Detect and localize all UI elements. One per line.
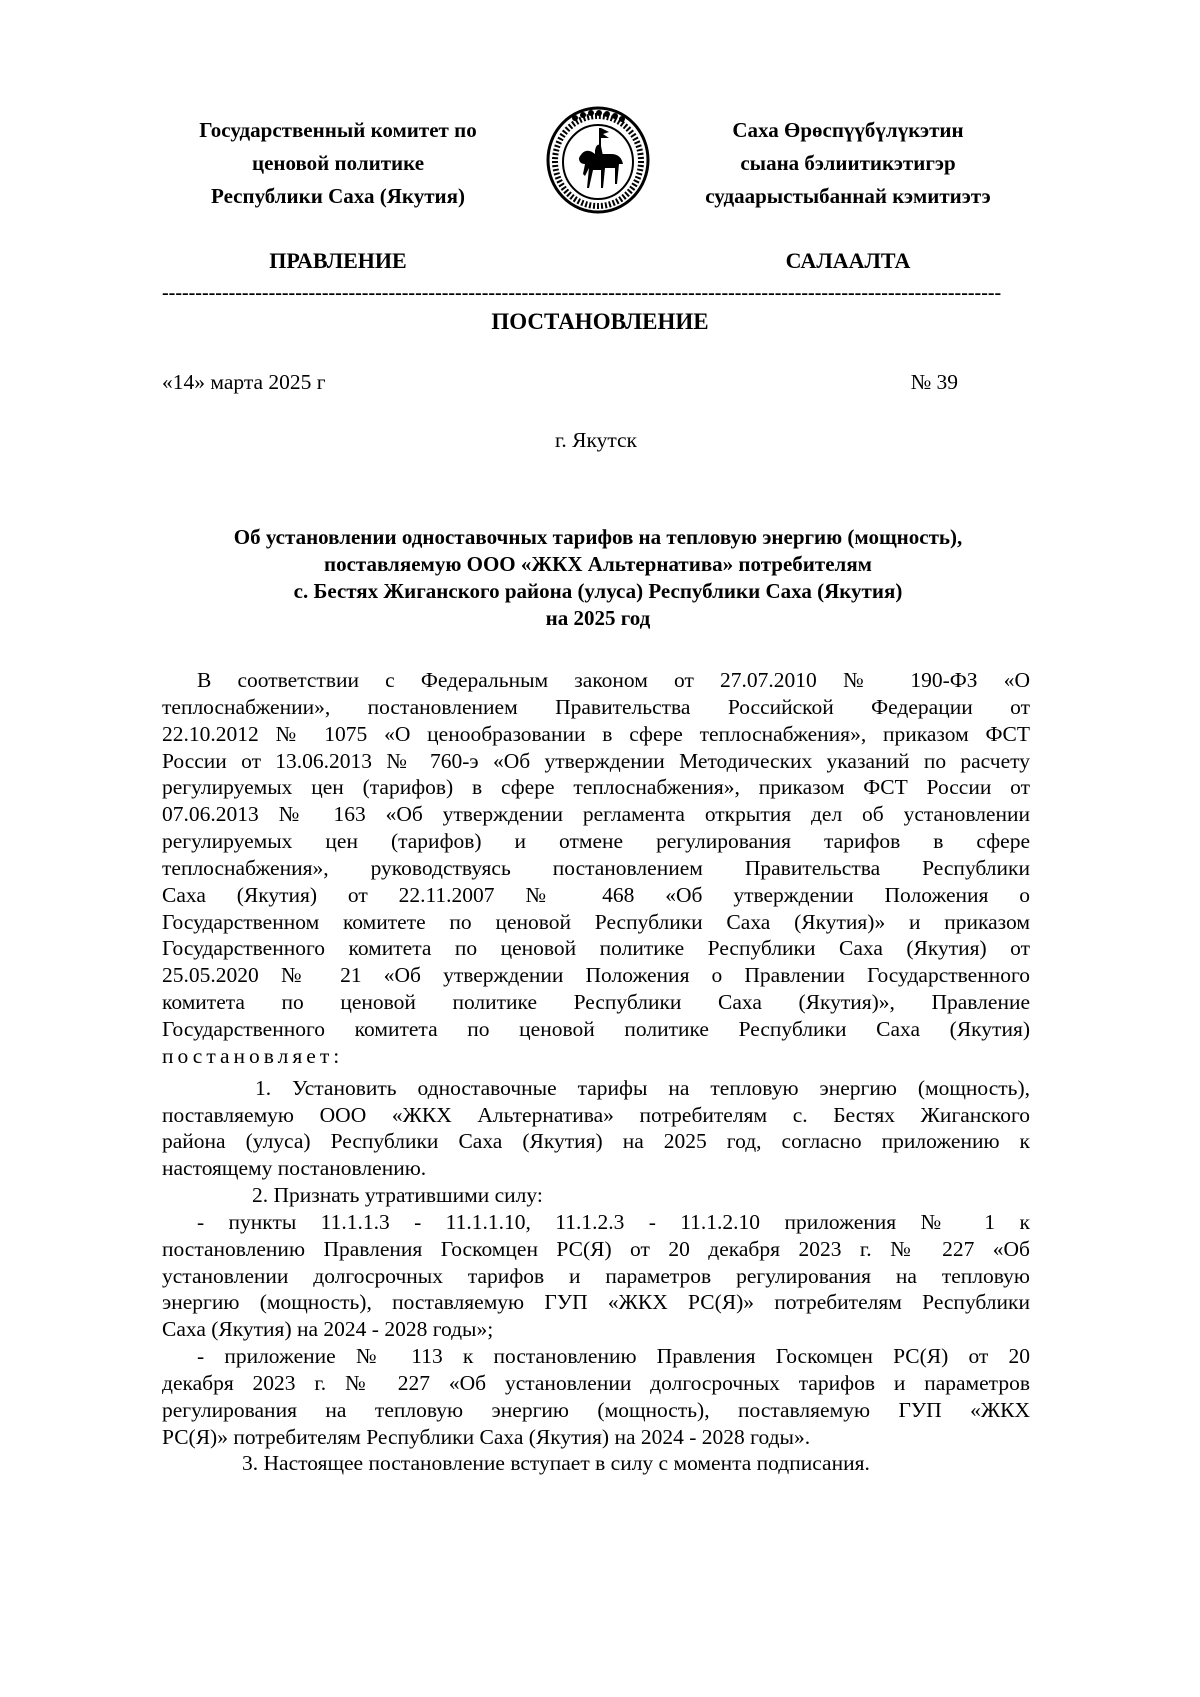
document-date: «14» марта 2025 г bbox=[162, 370, 326, 394]
text-line: РС(Я)» потребителям Республики Саха (Якутия) на 2024 - 2028 годы». bbox=[162, 1424, 811, 1449]
text-line: 07.06.2013 № 163 «Об утверждении регламента открытия дел об установлении bbox=[162, 802, 1030, 827]
emblem-seal bbox=[545, 106, 651, 214]
document-city: г. Якутск bbox=[554, 428, 638, 452]
document-title bbox=[162, 524, 1034, 632]
text-line: России от 13.06.2013 № 760-э «Об утверждении Методических указаний по расчету bbox=[162, 748, 1030, 773]
document-number: № 39 bbox=[910, 370, 958, 394]
board-label-sakha: САЛААЛТА bbox=[785, 248, 911, 273]
text-line: регулируемых цен (тарифов) и отмене регулирования тарифов в сфере bbox=[162, 829, 1030, 854]
resolves-word: постановляет: bbox=[162, 1043, 344, 1068]
title-line: поставляемую ООО «ЖКХ Альтернатива» потребителям bbox=[324, 552, 872, 576]
item-2: 2. Признать утратившими силу: bbox=[252, 1183, 543, 1208]
text-line: В соответствии с Федеральным законом от 27.07.2010 № 190-ФЗ «О bbox=[197, 668, 1030, 692]
preamble-paragraph bbox=[162, 667, 1030, 1070]
issuer-line: Республики Саха (Якутия) bbox=[211, 184, 465, 208]
issuer-line: судаарыстыбаннай кэмитиэтэ bbox=[705, 184, 991, 208]
text-line: 22.10.2012 № 1075 «О ценообразовании в сфере теплоснабжения», приказом ФСТ bbox=[162, 721, 1030, 746]
text-line: теплоснабжении», постановлением Правительства Российской Федерации от bbox=[162, 694, 1030, 719]
text-line: настоящему постановлению. bbox=[162, 1156, 427, 1181]
text-line: поставляемую ООО «ЖКХ Альтернатива» потребителям с. Бестях Жиганского bbox=[162, 1102, 1030, 1127]
text-line: установлении долгосрочных тарифов и параметров регулирования на тепловую bbox=[162, 1263, 1030, 1288]
item-3: 3. Настоящее постановление вступает в силу с момента подписания. bbox=[242, 1451, 870, 1476]
title-line: с. Бестях Жиганского района (улуса) Республики Саха (Якутия) bbox=[293, 579, 903, 603]
title-line: Об установлении одноставочных тарифов на тепловую энергию (мощность), bbox=[233, 525, 963, 549]
text-line: Государственного комитета по ценовой политике Республики Саха (Якутия) bbox=[162, 1016, 1030, 1041]
issuer-name-sakha bbox=[658, 114, 1038, 213]
text-line: Саха (Якутия) от 22.11.2007 № 468 «Об утверждении Положения о bbox=[162, 882, 1030, 907]
text-line: декабря 2023 г. № 227 «Об установлении долгосрочных тарифов и параметров bbox=[162, 1370, 1030, 1395]
board-label-russian: ПРАВЛЕНИЕ bbox=[269, 248, 407, 273]
item-1 bbox=[162, 1075, 1030, 1182]
text-line: 1. Установить одноставочные тарифы на тепловую энергию (мощность), bbox=[255, 1075, 1030, 1100]
title-line: на 2025 год bbox=[545, 606, 651, 630]
item-2b bbox=[162, 1343, 1030, 1450]
text-line: теплоснабжения», руководствуясь постановлением Правительства Республики bbox=[162, 855, 1030, 880]
issuer-name-russian bbox=[148, 114, 528, 213]
text-line: постановлению Правления Госкомцен РС(Я) от 20 декабря 2023 г. № 227 «Об bbox=[162, 1236, 1030, 1261]
item-2a bbox=[162, 1209, 1030, 1343]
text-line: - пункты 11.1.1.3 - 11.1.1.10, 11.1.2.3 - 11.1.2.10 приложения № 1 к bbox=[197, 1209, 1030, 1234]
text-line: Государственного комитета по ценовой политике Республики Саха (Якутия) от bbox=[162, 936, 1030, 961]
issuer-line: Саха Өрөспүүбүлүкэтин bbox=[732, 118, 964, 142]
text-line: регулируемых цен (тарифов) в сфере теплоснабжения», приказом ФСТ России от bbox=[162, 775, 1030, 800]
text-line: 25.05.2020 № 21 «Об утверждении Положения о Правлении Государственного bbox=[162, 963, 1030, 988]
text-line: Государственном комитете по ценовой Республики Саха (Якутия)» и приказом bbox=[162, 909, 1030, 934]
text-line: - приложение № 113 к постановлению Правления Госкомцен РС(Я) от 20 bbox=[197, 1344, 1030, 1369]
text-line: района (улуса) Республики Саха (Якутия) на 2025 год, согласно приложению к bbox=[162, 1129, 1030, 1154]
text-line: комитета по ценовой политике Республики Саха (Якутия)», Правление bbox=[162, 990, 1030, 1015]
issuer-line: сыана бэлиитикэтигэр bbox=[740, 151, 956, 175]
text-line: регулирования на тепловую энергию (мощность), поставляемую ГУП «ЖКХ bbox=[162, 1397, 1030, 1422]
text-line: энергию (мощность), поставляемую ГУП «ЖКХ РС(Я)» потребителям Республики bbox=[162, 1290, 1030, 1315]
document-type: ПОСТАНОВЛЕНИЕ bbox=[491, 309, 709, 334]
issuer-line: Государственный комитет по bbox=[199, 118, 477, 142]
separator-line: ------------------------------------------------------------------------------------------------------------------------------ bbox=[162, 282, 1002, 304]
text-line: Саха (Якутия) на 2024 - 2028 годы»; bbox=[162, 1317, 494, 1342]
issuer-line: ценовой политике bbox=[251, 151, 425, 175]
document-body bbox=[162, 667, 1030, 1477]
